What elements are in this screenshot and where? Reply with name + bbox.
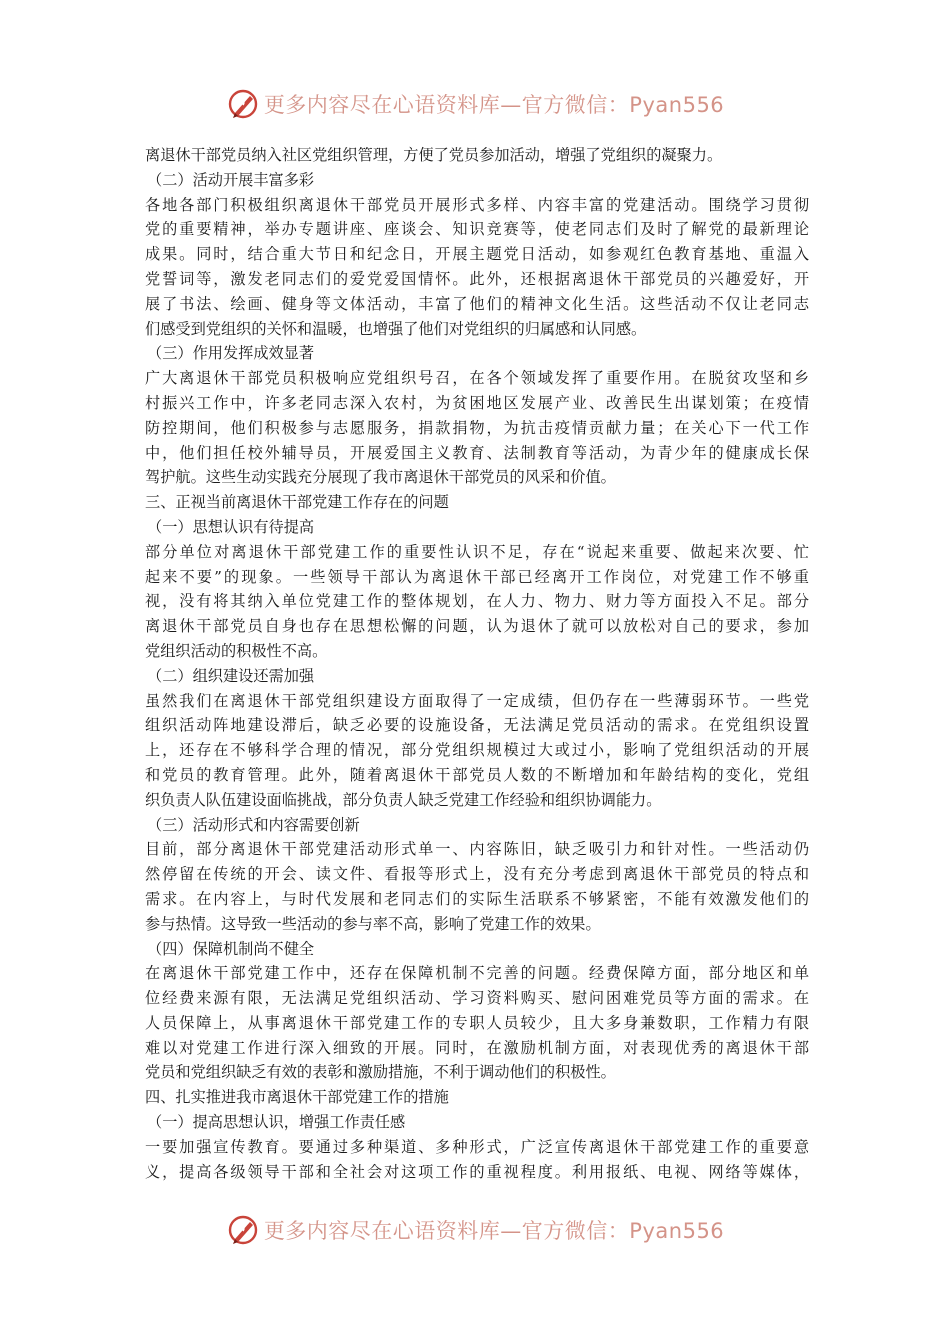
- text-line: 展了书法、绘画、健身等文体活动，丰富了他们的精神文化生活。这些活动不仅让老同志: [145, 294, 809, 313]
- text-line: 一要加强宣传教育。要通过多种渠道、多种形式，广泛宣传离退休干部党建工作的重要意: [145, 1137, 809, 1156]
- text-line: 和党员的教育管理。此外，随着离退休干部党员人数的不断增加和年龄结构的变化，党组: [145, 765, 809, 784]
- text-line: 在离退休干部党建工作中，还存在保障机制不完善的问题。经费保障方面，部分地区和单: [145, 964, 809, 983]
- text-line: 驾护航。这些生动实践充分展现了我市离退休干部党员的风采和价值。: [145, 468, 616, 487]
- text-line: 党誓词等，激发老同志们的爱党爱国情怀。此外，还根据离退休干部党员的兴趣爱好，开: [145, 269, 809, 288]
- section-subheading: （一）思想认识有待提高: [147, 517, 315, 536]
- text-line: 党员和党组织缺乏有效的表彰和激励措施，不利于调动他们的积极性。: [145, 1063, 616, 1082]
- text-line: 组织活动阵地建设滞后，缺乏必要的设施设备，无法满足党员活动的需求。在党组织设置: [145, 716, 809, 735]
- text-line: 离退休干部党员纳入社区党组织管理，方便了党员参加活动，增强了党组织的凝聚力。: [145, 146, 723, 164]
- text-line: 虽然我们在离退休干部党组织建设方面取得了一定成绩，但仍存在一些薄弱环节。一些党: [145, 691, 809, 710]
- section-subheading: （四）保障机制尚不健全: [147, 939, 315, 958]
- text-line: 上，还存在不够科学合理的情况，部分党组织规模过大或过小，影响了党组织活动的开展: [145, 741, 809, 760]
- text-line: 目前，部分离退休干部党建活动形式单一、内容陈旧，缺乏吸引力和针对性。一些活动仍: [145, 840, 809, 859]
- watermark-text: 更多内容尽在心语资料库—官方微信：Pyan556: [263, 1219, 725, 1243]
- pen-logo-icon: [226, 1213, 260, 1247]
- text-line: 起来不要”的现象。一些领导干部认为离退休干部已经离开工作岗位，对党建工作不够重: [145, 567, 809, 586]
- text-line: 义，提高各级领导干部和全社会对这项工作的重视程度。利用报纸、电视、网络等媒体，: [145, 1162, 809, 1181]
- text-line: 村振兴工作中，许多老同志深入农村，为贫困地区发展产业、改善民生出谋划策；在疫情: [145, 393, 809, 412]
- section-subheading: （一）提高思想认识，增强工作责任感: [147, 1113, 406, 1132]
- text-line: 三、正视当前离退休干部党建工作存在的问题: [145, 493, 449, 512]
- section-subheading: （二）组织建设还需加强: [147, 666, 315, 685]
- text-line: 离退休干部党员自身也存在思想松懈的问题，认为退休了就可以放松对自己的要求，参加: [145, 617, 809, 636]
- text-line: 人员保障上，从事离退休干部党建工作的专职人员较少，且大多身兼数职，工作精力有限: [145, 1013, 809, 1032]
- watermark-text: 更多内容尽在心语资料库—官方微信：Pyan556: [263, 93, 725, 117]
- text-line: 成果。同时，结合重大节日和纪念日，开展主题党日活动，如参观红色教育基地、重温入: [145, 245, 809, 264]
- text-line: 部分单位对离退休干部党建工作的重要性认识不足，存在“说起来重要、做起来次要、忙: [145, 542, 809, 561]
- text-line: 参与热情。这导致一些活动的参与率不高，影响了党建工作的效果。: [145, 914, 601, 933]
- text-line: 织负责人队伍建设面临挑战，部分负责人缺乏党建工作经验和组织协调能力。: [145, 790, 662, 809]
- text-line: 然停留在传统的开会、读文件、看报等形式上，没有充分考虑到离退休干部党员的特点和: [145, 865, 809, 884]
- text-line: 视，没有将其纳入单位党建工作的整体规划，在人力、物力、财力等方面投入不足。部分: [145, 592, 809, 611]
- text-line: 广大离退休干部党员积极响应党组织号召，在各个领域发挥了重要作用。在脱贫攻坚和乡: [145, 369, 809, 388]
- text-line: 四、扎实推进我市离退休干部党建工作的措施: [145, 1088, 449, 1107]
- text-line: 中，他们担任校外辅导员，开展爱国主义教育、法制教育等活动，为青少年的健康成长保: [145, 443, 809, 462]
- text-line: 难以对党建工作进行深入细致的开展。同时，在激励机制方面，对表现优秀的离退休干部: [145, 1038, 809, 1057]
- section-subheading: （三）活动形式和内容需要创新: [147, 815, 360, 834]
- document-body: [145, 143, 809, 1184]
- header-watermark-banner: [0, 84, 950, 124]
- text-line: 们感受到党组织的关怀和温暖，也增强了他们对党组织的归属感和认同感。: [145, 319, 647, 338]
- text-line: 需求。在内容上，与时代发展和老同志们的实际生活联系不够紧密，不能有效激发他们的: [145, 889, 809, 908]
- section-subheading: （二）活动开展丰富多彩: [147, 170, 315, 189]
- section-subheading: （三）作用发挥成效显著: [147, 344, 315, 363]
- text-line: 位经费来源有限，无法满足党组织活动、学习资料购买、慰问困难党员等方面的需求。在: [145, 989, 809, 1008]
- text-line: 各地各部门积极组织离退休干部党员开展形式多样、内容丰富的党建活动。围绕学习贯彻: [145, 195, 809, 214]
- pen-logo-icon: [226, 87, 260, 121]
- footer-watermark-banner: [0, 1210, 950, 1250]
- text-line: 防控期间，他们积极参与志愿服务，捐款捐物，为抗击疫情贡献力量；在关心下一代工作: [145, 418, 809, 437]
- text-line: 党组织活动的积极性不高。: [145, 641, 328, 660]
- text-line: 党的重要精神，举办专题讲座、座谈会、知识竞赛等，使老同志们及时了解党的最新理论: [145, 220, 809, 239]
